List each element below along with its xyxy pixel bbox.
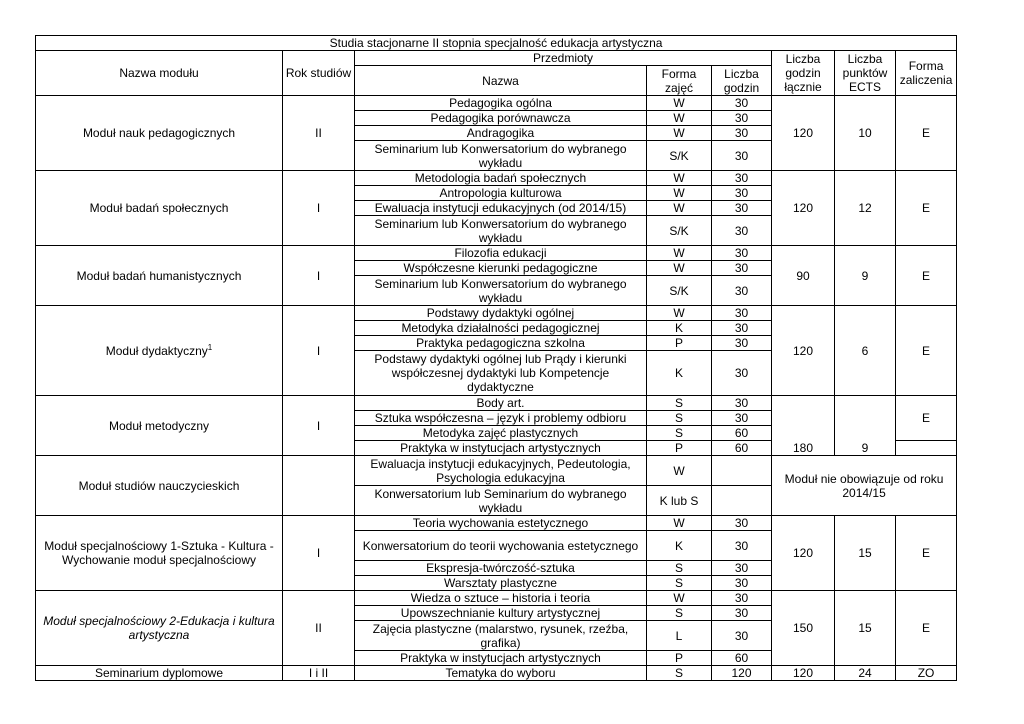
subject-form: P bbox=[647, 336, 712, 351]
subject-form: W bbox=[647, 111, 712, 126]
subject-form: S bbox=[647, 576, 712, 591]
header-module-name: Nazwa modułu bbox=[36, 51, 283, 96]
subject-name: Zajęcia plastyczne (malarstwo, rysunek, rzeźba, grafika) bbox=[355, 621, 647, 651]
module-year: I bbox=[283, 246, 355, 306]
module-ects: 9 bbox=[835, 396, 896, 456]
header-form: Forma zajęć bbox=[647, 66, 712, 96]
header-assessment: Forma zaliczenia bbox=[896, 51, 957, 96]
subject-hours: 30 bbox=[712, 186, 772, 201]
subject-hours: 30 bbox=[712, 591, 772, 606]
subject-form: S/K bbox=[647, 276, 712, 306]
module-assessment: E bbox=[896, 516, 957, 591]
subject-hours bbox=[712, 456, 772, 486]
subject-name: Metodologia badań społecznych bbox=[355, 171, 647, 186]
subject-name: Warsztaty plastyczne bbox=[355, 576, 647, 591]
table-row bbox=[36, 516, 957, 531]
subject-name: Body art. bbox=[355, 396, 647, 411]
subject-form: S bbox=[647, 606, 712, 621]
subject-form: W bbox=[647, 261, 712, 276]
subject-form: S/K bbox=[647, 216, 712, 246]
subject-hours bbox=[712, 486, 772, 516]
subject-hours: 30 bbox=[712, 576, 772, 591]
subject-hours: 30 bbox=[712, 516, 772, 531]
module-note: Moduł nie obowiązuje od roku 2014/15 bbox=[772, 456, 957, 516]
subject-form: P bbox=[647, 651, 712, 666]
subject-form: S bbox=[647, 396, 712, 411]
module-year: I bbox=[283, 516, 355, 591]
module-ects: 15 bbox=[835, 516, 896, 591]
module-name: Moduł badań humanistycznych bbox=[36, 246, 283, 306]
subject-hours: 30 bbox=[712, 531, 772, 561]
module-ects: 15 bbox=[835, 591, 896, 666]
subject-name: Seminarium lub Konwersatorium do wybranego wykładu bbox=[355, 216, 647, 246]
module-total-hours: 120 bbox=[772, 171, 835, 246]
subject-form: W bbox=[647, 516, 712, 531]
table-row bbox=[36, 456, 957, 486]
module-total-hours: 150 bbox=[772, 591, 835, 666]
module-year bbox=[283, 456, 355, 516]
module-name: Moduł studiów nauczycieskich bbox=[36, 456, 283, 516]
subject-name: Ewaluacja instytucji edukacyjnych, Pedeutologia, Psychologia edukacyjna bbox=[355, 456, 647, 486]
footnote-marker: 1 bbox=[207, 342, 213, 352]
module-total-hours: 120 bbox=[772, 306, 835, 396]
module-ects: 6 bbox=[835, 306, 896, 396]
subject-name: Sztuka współczesna – język i problemy odbioru bbox=[355, 411, 647, 426]
subject-name: Upowszechnianie kultury artystycznej bbox=[355, 606, 647, 621]
subject-form: W bbox=[647, 96, 712, 111]
table-row bbox=[36, 171, 957, 186]
table-row bbox=[36, 666, 957, 681]
table-row bbox=[36, 246, 957, 261]
subject-hours: 30 bbox=[712, 411, 772, 426]
subject-hours: 120 bbox=[712, 666, 772, 681]
subject-form: K bbox=[647, 321, 712, 336]
module-name-text: Moduł dydaktyczny bbox=[105, 343, 208, 358]
subject-name: Pedagogika porównawcza bbox=[355, 111, 647, 126]
subject-hours: 30 bbox=[712, 621, 772, 651]
subject-name: Wiedza o sztuce – historia i teoria bbox=[355, 591, 647, 606]
subject-hours: 30 bbox=[712, 336, 772, 351]
subject-hours: 30 bbox=[712, 561, 772, 576]
subject-name: Seminarium lub Konwersatorium do wybranego wykładu bbox=[355, 141, 647, 171]
subject-name: Seminarium lub Konwersatorium do wybranego wykładu bbox=[355, 276, 647, 306]
subject-name: Praktyka w instytucjach artystycznych bbox=[355, 651, 647, 666]
subject-hours: 30 bbox=[712, 171, 772, 186]
module-ects: 9 bbox=[835, 246, 896, 306]
table-title: Studia stacjonarne II stopnia specjalność edukacja artystyczna bbox=[36, 36, 957, 51]
module-assessment: E bbox=[896, 591, 957, 666]
module-assessment-empty bbox=[896, 441, 957, 456]
module-total-hours: 120 bbox=[772, 516, 835, 591]
subject-name: Tematyka do wyboru bbox=[355, 666, 647, 681]
subject-hours: 30 bbox=[712, 141, 772, 171]
header-subject-name: Nazwa bbox=[355, 66, 647, 96]
subject-form: W bbox=[647, 591, 712, 606]
subject-name: Antropologia kulturowa bbox=[355, 186, 647, 201]
table-row bbox=[36, 591, 957, 606]
module-year: I bbox=[283, 306, 355, 396]
module-total-hours: 120 bbox=[772, 96, 835, 171]
module-ects: 12 bbox=[835, 171, 896, 246]
subject-form: L bbox=[647, 621, 712, 651]
subject-hours: 30 bbox=[712, 321, 772, 336]
table-row bbox=[36, 96, 957, 111]
subject-form: W bbox=[647, 171, 712, 186]
subject-name: Podstawy dydaktyki ogólnej lub Prądy i kierunki współczesnej dydaktyki lub Kompetencje dydaktyczne bbox=[355, 351, 647, 396]
module-year: I i II bbox=[283, 666, 355, 681]
table-row bbox=[36, 306, 957, 321]
subject-name: Pedagogika ogólna bbox=[355, 96, 647, 111]
subject-form: K bbox=[647, 531, 712, 561]
subject-name: Podstawy dydaktyki ogólnej bbox=[355, 306, 647, 321]
subject-hours: 30 bbox=[712, 216, 772, 246]
module-year: II bbox=[283, 591, 355, 666]
module-ects: 10 bbox=[835, 96, 896, 171]
header-year: Rok studiów bbox=[283, 51, 355, 96]
header-hours: Liczba godzin bbox=[712, 66, 772, 96]
subject-name: Teoria wychowania estetycznego bbox=[355, 516, 647, 531]
subject-name: Współczesne kierunki pedagogiczne bbox=[355, 261, 647, 276]
module-assessment: E bbox=[896, 306, 957, 396]
subject-name: Ewaluacja instytucji edukacyjnych (od 2014/15) bbox=[355, 201, 647, 216]
subject-hours: 30 bbox=[712, 276, 772, 306]
subject-form: W bbox=[647, 126, 712, 141]
module-name bbox=[36, 306, 283, 396]
module-name: Moduł metodyczny bbox=[36, 396, 283, 456]
subject-hours: 60 bbox=[712, 426, 772, 441]
subject-hours: 30 bbox=[712, 96, 772, 111]
subject-form: K lub S bbox=[647, 486, 712, 516]
subject-hours: 30 bbox=[712, 261, 772, 276]
module-name: Moduł nauk pedagogicznych bbox=[36, 96, 283, 171]
subject-form: S bbox=[647, 426, 712, 441]
subject-hours: 30 bbox=[712, 111, 772, 126]
module-total-hours: 180 bbox=[772, 396, 835, 456]
header-subjects: Przedmioty bbox=[355, 51, 772, 66]
subject-hours: 60 bbox=[712, 441, 772, 456]
subject-name: Praktyka pedagogiczna szkolna bbox=[355, 336, 647, 351]
module-name: Moduł specjalnościowy 2-Edukacja i kultura artystyczna bbox=[36, 591, 283, 666]
module-assessment: E bbox=[896, 171, 957, 246]
subject-name: Ekspresja-twórczość-sztuka bbox=[355, 561, 647, 576]
subject-form: P bbox=[647, 441, 712, 456]
subject-hours: 30 bbox=[712, 351, 772, 396]
subject-form: S bbox=[647, 666, 712, 681]
module-ects: 24 bbox=[835, 666, 896, 681]
subject-form: K bbox=[647, 351, 712, 396]
subject-hours: 30 bbox=[712, 201, 772, 216]
subject-hours: 60 bbox=[712, 651, 772, 666]
module-name: Moduł badań społecznych bbox=[36, 171, 283, 246]
subject-form: W bbox=[647, 201, 712, 216]
subject-hours: 30 bbox=[712, 126, 772, 141]
header-total-hours: Liczba godzin łącznie bbox=[772, 51, 835, 96]
header-ects: Liczba punktów ECTS bbox=[835, 51, 896, 96]
module-assessment: E bbox=[896, 396, 957, 441]
subject-hours: 30 bbox=[712, 306, 772, 321]
subject-form: S bbox=[647, 411, 712, 426]
subject-form: S/K bbox=[647, 141, 712, 171]
subject-form: W bbox=[647, 456, 712, 486]
subject-name: Praktyka w instytucjach artystycznych bbox=[355, 441, 647, 456]
subject-name: Konwersatorium do teorii wychowania estetycznego bbox=[355, 531, 647, 561]
subject-form: W bbox=[647, 306, 712, 321]
module-total-hours: 120 bbox=[772, 666, 835, 681]
module-year: I bbox=[283, 396, 355, 456]
module-name: Moduł specjalnościowy 1-Sztuka - Kultura - Wychowanie moduł specjalnościowy bbox=[36, 516, 283, 591]
subject-form: W bbox=[647, 186, 712, 201]
subject-name: Konwersatorium lub Seminarium do wybranego wykładu bbox=[355, 486, 647, 516]
module-year: II bbox=[283, 96, 355, 171]
subject-form: W bbox=[647, 246, 712, 261]
subject-name: Metodyka zajęć plastycznych bbox=[355, 426, 647, 441]
subject-hours: 30 bbox=[712, 246, 772, 261]
subject-hours: 30 bbox=[712, 396, 772, 411]
subject-name: Andragogika bbox=[355, 126, 647, 141]
subject-name: Metodyka działalności pedagogicznej bbox=[355, 321, 647, 336]
module-name: Seminarium dyplomowe bbox=[36, 666, 283, 681]
curriculum-table bbox=[35, 35, 957, 681]
module-year: I bbox=[283, 171, 355, 246]
subject-form: S bbox=[647, 561, 712, 576]
subject-hours: 30 bbox=[712, 606, 772, 621]
module-assessment: E bbox=[896, 96, 957, 171]
module-assessment: E bbox=[896, 246, 957, 306]
module-total-hours: 90 bbox=[772, 246, 835, 306]
subject-name: Filozofia edukacji bbox=[355, 246, 647, 261]
module-assessment: ZO bbox=[896, 666, 957, 681]
table-row bbox=[36, 396, 957, 411]
